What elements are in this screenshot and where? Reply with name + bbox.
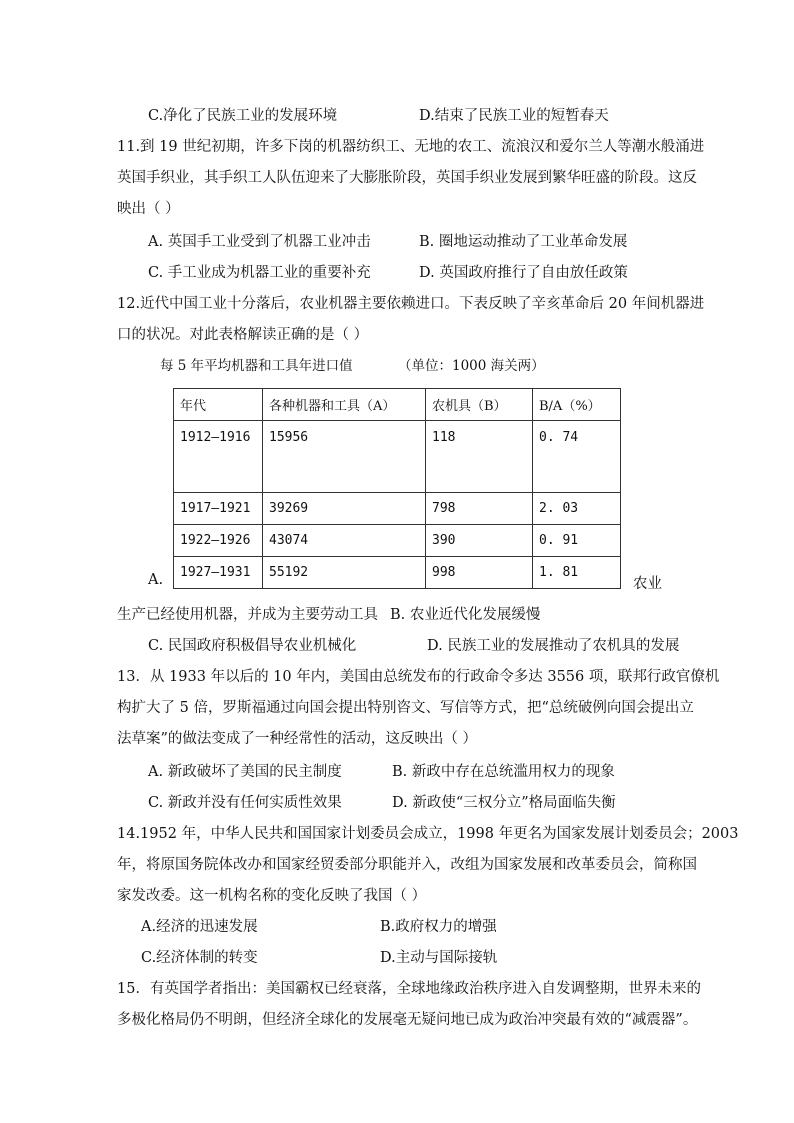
q12-option-a-letter: A. — [148, 572, 164, 588]
table-unit: （单位：1000 海关两） — [398, 358, 545, 374]
q12-option-a-tail: 农业 — [633, 576, 662, 592]
table-cell: 1922—1926 — [174, 525, 263, 557]
q11-option-d: D. 英国政府推行了自由放任政策 — [419, 265, 628, 281]
q12-option-b: B. 农业近代化发展缓慢 — [390, 607, 541, 623]
table-cell: 39269 — [263, 493, 426, 525]
table-header-cell: B/A（%） — [533, 389, 621, 421]
table-cell: 390 — [426, 525, 533, 557]
q13-option-b: B. 新政中存在总统滥用权力的现象 — [392, 764, 615, 780]
q14-option-d: D.主动与国际接轨 — [380, 950, 498, 966]
q14-stem-line-3: 家发改委。这一机构名称的变化反映了我国（ ） — [117, 888, 427, 904]
q13-stem-line-3: 法草案”的做法变成了一种经常性的活动，这反映出（ ） — [117, 731, 478, 747]
q13-stem-line-1: 13．从 1933 年以后的 10 年内，美国由总统发布的行政命令多达 3556 项，联邦行政官僚机 — [117, 669, 720, 685]
q11-stem-line-3: 映出（ ） — [117, 201, 180, 217]
table-cell: 55192 — [263, 557, 426, 589]
q10-option-d: D.结束了民族工业的短暂春天 — [419, 108, 609, 124]
q13-option-a: A. 新政破坏了美国的民主制度 — [148, 764, 342, 780]
q11-stem-line-2: 英国手织业，其手织工人队伍迎来了大膨胀阶段，英国手织业发展到繁华旺盛的阶段。这反 — [117, 170, 697, 186]
q14-stem-line-1: 14.1952 年，中华人民共和国国家计划委员会成立，1998 年更名为国家发展计划委员会；2003 — [117, 826, 739, 842]
q11-option-a: A. 英国手工业受到了机器工业冲击 — [148, 234, 371, 250]
table-header-cell: 农机具（B） — [426, 389, 533, 421]
table-row — [174, 493, 621, 525]
q14-option-a: A.经济的迅速发展 — [141, 919, 258, 935]
q15-stem-line-1: 15．有英国学者指出：美国霸权已经衰落，全球地缘政治秩序进入自发调整期，世界未来的 — [117, 981, 701, 997]
q12-option-d: D. 民族工业的发展推动了农机具的发展 — [427, 638, 680, 654]
q10-option-c: C.净化了民族工业的发展环境 — [148, 108, 338, 124]
table-cell: 43074 — [263, 525, 426, 557]
table-cell: 118 — [426, 421, 533, 493]
q12-option-c: C. 民国政府积极倡导农业机械化 — [148, 638, 357, 654]
q11-option-b: B. 圈地运动推动了工业革命发展 — [419, 234, 628, 250]
table-cell: 2. 03 — [533, 493, 621, 525]
table-header-row — [174, 389, 621, 421]
q12-stem-line-1: 12.近代中国工业十分落后，农业机器主要依赖进口。下表反映了辛亥革命后 20 年间机器进 — [117, 296, 705, 312]
q14-stem-line-2: 年，将原国务院体改办和国家经贸委部分职能并入，改组为国家发展和改革委员会，简称国 — [117, 857, 697, 873]
q13-option-d: D. 新政使“三权分立”格局面临失衡 — [392, 795, 616, 811]
q15-stem-line-2: 多极化格局仍不明朗，但经济全球化的发展毫无疑问地已成为政治冲突最有效的“减震器”。 — [117, 1012, 698, 1028]
table-cell: 1917—1921 — [174, 493, 263, 525]
import-table — [173, 388, 621, 589]
table-row — [174, 421, 621, 493]
table-cell: 15956 — [263, 421, 426, 493]
table-cell: 1912—1916 — [174, 421, 263, 493]
q14-option-c: C.经济体制的转变 — [141, 950, 258, 966]
table-header-cell: 年代 — [174, 389, 263, 421]
table-cell: 0. 91 — [533, 525, 621, 557]
table-row — [174, 525, 621, 557]
table-cell: 1927—1931 — [174, 557, 263, 589]
table-header-cell: 各种机器和工具（A） — [263, 389, 426, 421]
table-cell: 1. 81 — [533, 557, 621, 589]
table-row — [174, 557, 621, 589]
table-cell: 0. 74 — [533, 421, 621, 493]
q11-option-c: C. 手工业成为机器工业的重要补充 — [148, 265, 371, 281]
q12-stem-line-2: 口的状况。对此表格解读正确的是（ ） — [117, 327, 369, 343]
table-cell: 998 — [426, 557, 533, 589]
q12-option-a-continued: 生产已经使用机器，并成为主要劳动工具 — [117, 607, 378, 623]
q14-option-b: B.政府权力的增强 — [380, 919, 497, 935]
table-title: 每 5 年平均机器和工具年进口值 — [160, 358, 353, 374]
table-cell: 798 — [426, 493, 533, 525]
q13-stem-line-2: 构扩大了 5 倍，罗斯福通过向国会提出特别咨文、写信等方式，把“总统破例向国会提出立 — [117, 700, 694, 716]
q11-stem-line-1: 11.到 19 世纪初期，许多下岗的机器纺织工、无地的农工、流浪汉和爱尔兰人等潮水般涌进 — [117, 139, 705, 155]
q13-option-c: C. 新政并没有任何实质性效果 — [148, 795, 342, 811]
